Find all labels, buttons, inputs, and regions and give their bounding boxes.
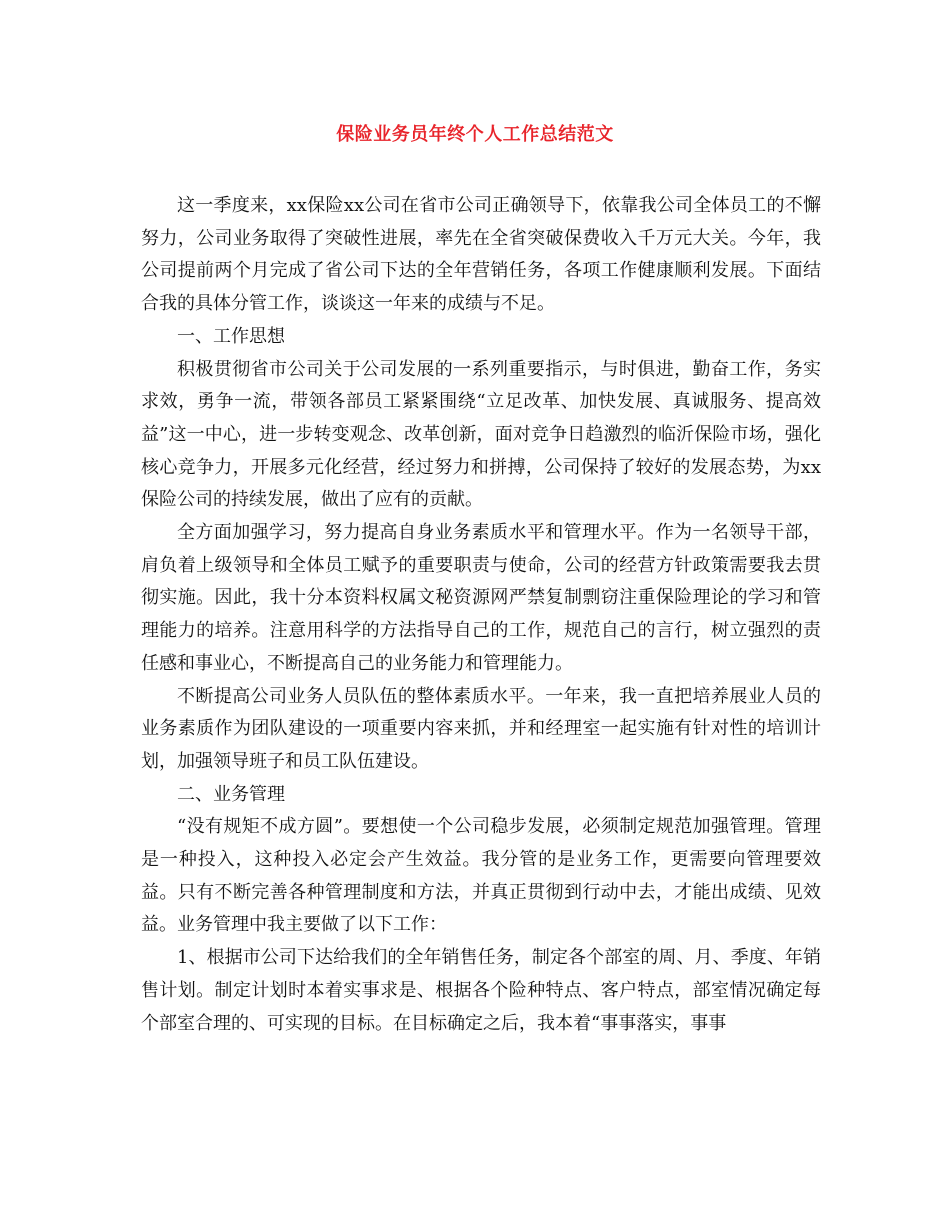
section-heading-business-management: 二、业务管理 [177,783,285,805]
document-title: 保险业务员年终个人工作总结范文 [336,124,614,145]
paragraph-intro: 这一季度来，xx保险xx公司在省市公司正确领导下，依靠我公司全体员工的不懈努力，公司业务取得了突破性进展，率先在全省突破保费收入千万元大关。今年，我公司提前两个月完成了省公司下达的全年营销任务，各项工作健康顺利发展。下面结合我的具体分管工作，谈谈这一年来的成绩与不足。 [141,195,821,315]
paragraph-work-thinking: 积极贯彻省市公司关于公司发展的一系列重要指示，与时俱进，勤奋工作，务实求效，勇争一流，带领各部员工紧紧围绕“立足改革、加快发展、真诚服务、提高效益”这一中心，进一步转变观念、改革创新，面对竞争日趋激烈的临沂保险市场，强化核心竞争力，开展多元化经营，经过努力和拼搏，公司保持了较好的发展态势，为xx保险公司的持续发展，做出了应有的贡献。 [141,358,821,511]
paragraph-study: 全方面加强学习，努力提高自身业务素质水平和管理水平。作为一名领导干部，肩负着上级领导和全体员工赋予的重要职责与使命，公司的经营方针政策需要我去贯彻实施。因此，我十分本资料权属文秘资源网严禁复制剽窃注重保险理论的学习和管理能力的培养。注意用科学的方法指导自己的工作，规范自己的言行，树立强烈的责任感和事业心，不断提高自己的业务能力和管理能力。 [141,522,821,674]
paragraph-sales-plan: 1、根据市公司下达给我们的全年销售任务，制定各个部室的周、月、季度、年销售计划。制定计划时本着实事求是、根据各个险种特点、客户特点，部室情况确定每个部室合理的、可实现的目标。在目标确定之后，我本着“事事落实，事事 [141,947,821,1034]
document-body [141,190,821,1040]
paragraph-team-quality: 不断提高公司业务人员队伍的整体素质水平。一年来，我一直把培养展业人员的业务素质作为团队建设的一项重要内容来抓，并和经理室一起实施有针对性的培训计划，加强领导班子和员工队伍建设。 [141,685,821,772]
section-heading-work-thinking: 一、工作思想 [177,325,285,347]
paragraph-management: “没有规矩不成方圆”。要想使一个公司稳步发展，必须制定规范加强管理。管理是一种投入，这种投入必定会产生效益。我分管的是业务工作，更需要向管理要效益。只有不断完善各种管理制度和方法，并真正贯彻到行动中去，才能出成绩、见效益。业务管理中我主要做了以下工作： [141,816,821,936]
